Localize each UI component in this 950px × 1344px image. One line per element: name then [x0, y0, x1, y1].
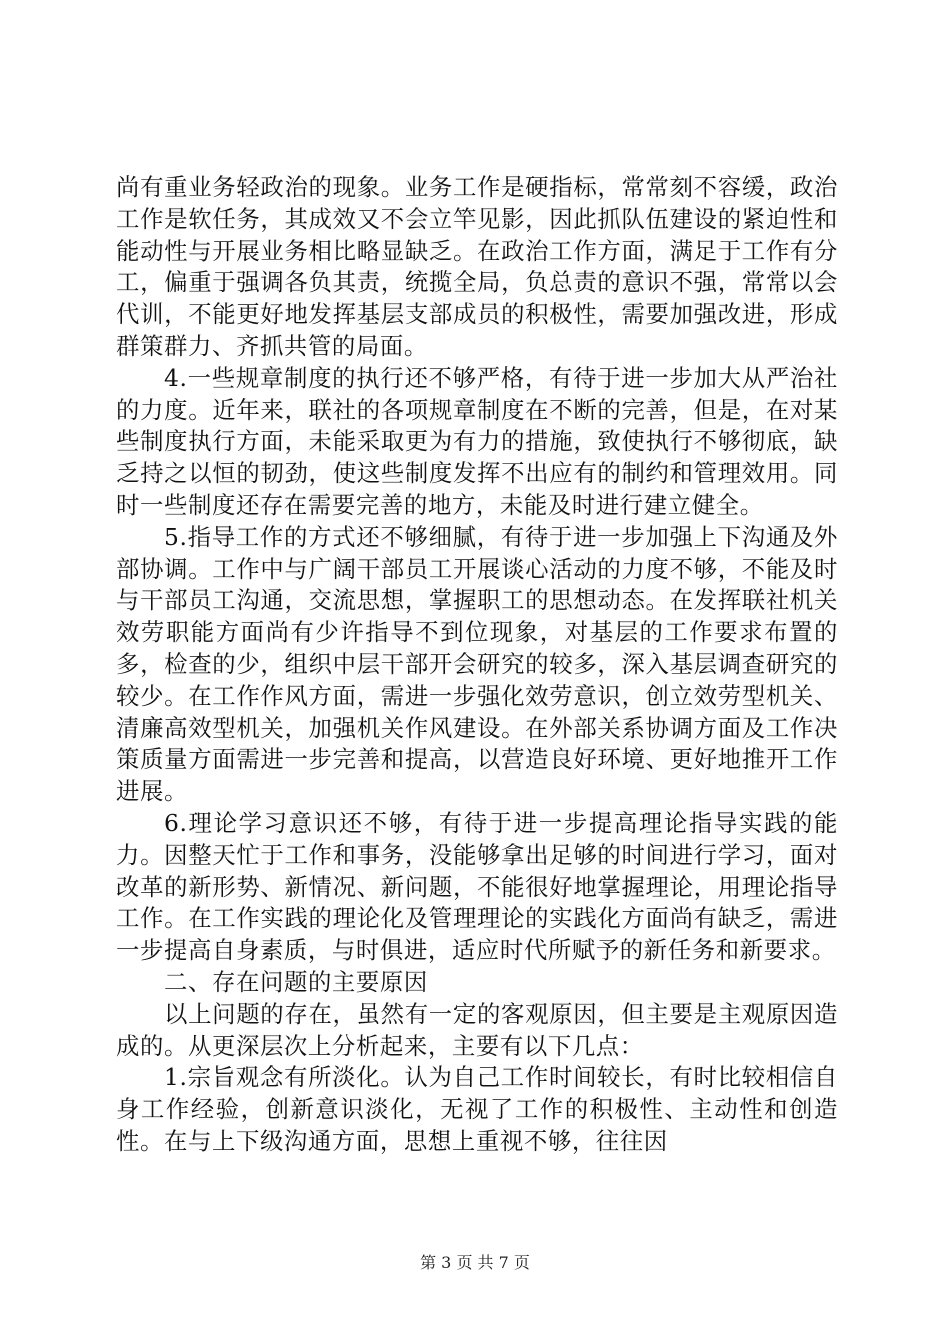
paragraph-continuation: 尚有重业务轻政治的现象。业务工作是硬指标，常常刻不容缓，政治工作是软任务，其成效又不会立竿见影，因此抓队伍建设的紧迫性和能动性与开展业务相比略显缺乏。在政治工作方面，满足于工作有分工，偏重于强调各负其责，统揽全局，负总责的意识不强，常常以会代训，不能更好地发挥基层支部成员的积极性，需要加强改进，形成群策群力、齐抓共管的局面。 [116, 173, 838, 360]
document-body [116, 172, 838, 1158]
section-heading-causes: 二、存在问题的主要原因 [164, 967, 428, 996]
paragraph-item-4: 4.一些规章制度的执行还不够严格，有待于进一步加大从严治社的力度。近年来，联社的各项规章制度在不断的完善，但是，在对某些制度执行方面，未能采取更为有力的措施，致使执行不够彻底，缺乏持之以恒的韧劲，使这些制度发挥不出应有的制约和管理效用。同时一些制度还存在需要完善的地方，未能及时进行建立健全。 [116, 363, 838, 519]
paragraph-causes-intro: 以上问题的存在，虽然有一定的客观原因，但主要是主观原因造成的。从更深层次上分析起来，主要有以下几点： [116, 999, 838, 1060]
page-number-footer: 第 3 页 共 7 页 [420, 1253, 530, 1272]
paragraph-cause-1: 1.宗旨观念有所淡化。认为自己工作时间较长，有时比较相信自身工作经验，创新意识淡化，无视了工作的积极性、主动性和创造性。在与上下级沟通方面，思想上重视不够，往往因 [116, 1063, 838, 1155]
paragraph-item-5: 5.指导工作的方式还不够细腻，有待于进一步加强上下沟通及外部协调。工作中与广阔干部员工开展谈心活动的力度不够，不能及时与干部员工沟通，交流思想，掌握职工的思想动态。在发挥联社机关效劳职能方面尚有少许指导不到位现象，对基层的工作要求布置的多，检查的少，组织中层干部开会研究的较多，深入基层调查研究的较少。在工作作风方面，需进一步强化效劳意识，创立效劳型机关、清廉高效型机关，加强机关作风建设。在外部关系协调方面及工作决策质量方面需进一步完善和提高，以营造良好环境、更好地推开工作进展。 [116, 522, 838, 806]
paragraph-item-6: 6.理论学习意识还不够，有待于进一步提高理论指导实践的能力。因整天忙于工作和事务，没能够拿出足够的时间进行学习，面对改革的新形势、新情况、新问题，不能很好地掌握理论，用理论指导工作。在工作实践的理论化及管理理论的实践化方面尚有缺乏，需进一步提高自身素质，与时俱进，适应时代所赋予的新任务和新要求。 [116, 808, 838, 965]
